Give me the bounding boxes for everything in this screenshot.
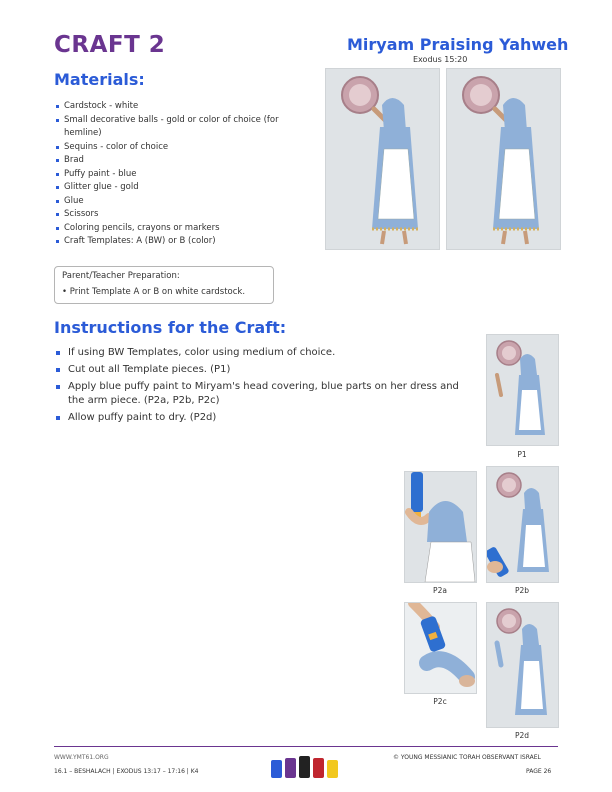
ymtoi-logo	[269, 752, 345, 780]
photo-p1	[486, 334, 559, 446]
puffy-paint-head-image	[405, 472, 476, 582]
footer-page-number: PAGE 26	[526, 768, 552, 775]
photo-p2a	[404, 471, 477, 583]
preparation-box	[54, 266, 274, 304]
materials-heading: Materials:	[54, 70, 145, 89]
instructions-list	[56, 346, 466, 428]
cut-out-figure-image	[487, 335, 558, 445]
craft-name: Miryam Praising Yahweh	[347, 35, 569, 54]
material-item: Glue	[56, 195, 306, 209]
preparation-item: • Print Template A or B on white cardstock.	[62, 287, 246, 297]
puffy-paint-arm-image	[405, 603, 476, 693]
preparation-item-text: Print Template A or B on white cardstock.	[69, 287, 246, 297]
caption-p1: P1	[517, 450, 527, 459]
craft-title: CRAFT 2	[54, 32, 166, 58]
material-item: Cardstock - white	[56, 100, 306, 114]
caption-p2a: P2a	[433, 586, 447, 595]
caption-p2d: P2d	[514, 731, 530, 740]
footer-copyright: © YOUNG MESSIANIC TORAH OBSERVANT ISRAEL	[393, 754, 541, 761]
dried-paint-figure-image	[487, 603, 558, 727]
hero-photo-template-b	[446, 68, 561, 250]
caption-p2b: P2b	[514, 586, 530, 595]
miryam-figure-image	[447, 69, 560, 249]
caption-p2c: P2c	[433, 697, 447, 706]
instruction-step: If using BW Templates, color using medium of choice.	[56, 346, 466, 360]
instruction-step: Allow puffy paint to dry. (P2d)	[56, 411, 466, 425]
materials-list	[56, 100, 306, 249]
material-item: Glitter glue - gold	[56, 181, 306, 195]
material-item: Small decorative balls - gold or color of choice (for hemline)	[56, 114, 306, 141]
footer-divider	[54, 746, 558, 747]
preparation-title: Parent/Teacher Preparation:	[62, 271, 180, 281]
miryam-figure-image	[326, 69, 439, 249]
scripture-reference: Exodus 15:20	[413, 55, 468, 64]
photo-p2c	[404, 602, 477, 694]
hero-photo-template-a	[325, 68, 440, 250]
puffy-paint-dress-image	[487, 467, 558, 582]
photo-p2d	[486, 602, 559, 728]
instruction-step: Cut out all Template pieces. (P1)	[56, 363, 466, 377]
footer-parsha-reference: 16.1 – BESHALACH | EXODUS 13:17 – 17:16 | K4	[54, 768, 199, 775]
instruction-step: Apply blue puffy paint to Miryam's head covering, blue parts on her dress and the arm piece. (P2a, P2b, P2c)	[56, 380, 466, 408]
material-item: Sequins - color of choice	[56, 141, 306, 155]
photo-p2b	[486, 466, 559, 583]
material-item: Scissors	[56, 208, 306, 222]
material-item: Coloring pencils, crayons or markers	[56, 222, 306, 236]
instructions-heading: Instructions for the Craft:	[54, 318, 287, 337]
footer-website-link[interactable]: WWW.YMT61.ORG	[54, 754, 109, 761]
material-item: Craft Templates: A (BW) or B (color)	[56, 235, 306, 249]
material-item: Puffy paint - blue	[56, 168, 306, 182]
material-item: Brad	[56, 154, 306, 168]
